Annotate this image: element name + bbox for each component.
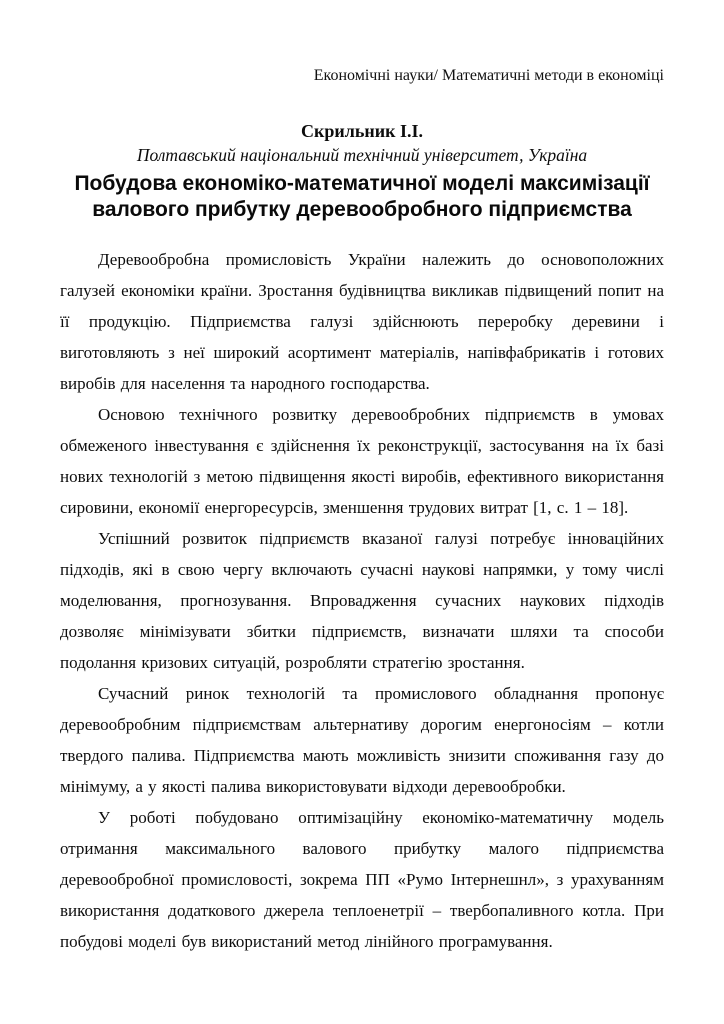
paper-title: Побудова економіко-математичної моделі максимізації валового прибутку деревообробного підприємства [74, 172, 650, 221]
paragraph-3: Успішний розвиток підприємств вказаної галузі потребує інноваційних підходів, які в свою чергу включають сучасні наукові напрямки, у тому числі моделювання, прогнозування. Впровадження сучасних наукових підходів дозволяє мінімізувати збитки підприємств, визначати шляхи та способи подолання кризових ситуацій, розробляти стратегію зростання. [60, 529, 664, 672]
article-body [60, 244, 664, 957]
paragraph-5: У роботі побудовано оптимізаційну економіко-математичну модель отримання максимального валового прибутку малого підприємства деревообробної промисловості, зокрема ПП «Румо Інтернешнл», з урахуванням використання додаткового джерела теплоенетрії – твербопаливного котла. При побудові моделі був використаний метод лінійного програмування. [60, 808, 664, 951]
paragraph-1: Деревообробна промисловість України належить до основоположних галузей економіки країни. Зростання будівництва викликав підвищений попит на її продукцію. Підприємства галузі здійснюють переробку деревини і виготовляють з неї широкий асортимент матеріалів, напівфабрикатів і готових виробів для населення та народного господарства. [60, 250, 664, 393]
paragraph-2: Основою технічного розвитку деревообробних підприємств в умовах обмеженого інвестування є здійснення їх реконструкції, застосування на їх базі нових технологій з метою підвищення якості виробів, ефективного використання сировини, економії енергоресурсів, зменшення трудових витрат [1, с. 1 – 18]. [60, 405, 664, 517]
author-name: Скрильник І.І. [301, 121, 423, 141]
paragraph-4: Сучасний ринок технологій та промислового обладнання пропонує деревообробним підприємствам альтернативу дорогим енергоносіям – котли твердого палива. Підприємства мають можливість знизити споживання газу до мінімуму, а у якості палива використовувати відходи деревообробки. [60, 684, 664, 796]
affiliation: Полтавський національний технічний університет, Україна [136, 145, 588, 165]
running-head: Економічні науки/ Математичні методи в економіці [313, 67, 664, 84]
